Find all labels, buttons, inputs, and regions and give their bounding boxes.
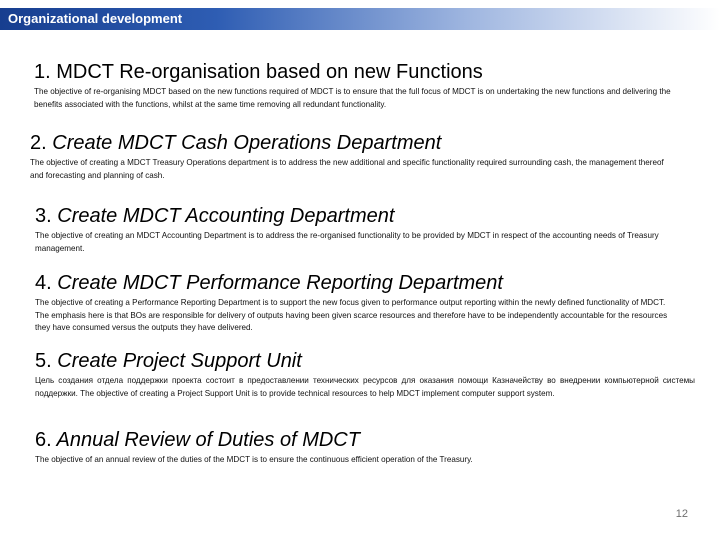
- section-1-number: 1.: [34, 61, 51, 83]
- section-4-title: Create MDCT Performance Reporting Department: [57, 272, 503, 294]
- section-1-heading: [34, 60, 696, 84]
- section-3-number: 3.: [35, 205, 52, 227]
- section-6-title: Annual Review of Duties of MDCT: [56, 429, 360, 451]
- section-2-heading: [30, 131, 670, 155]
- section-2-body: The objective of creating a MDCT Treasury Operations department is to address the new additional and specific functionality required surrounding cash, the management thereof and forecasting and planning of cash.: [30, 158, 664, 180]
- section-6-body: The objective of an annual review of the duties of the MDCT is to ensure the continuous efficient operation of the Treasury.: [35, 455, 473, 464]
- section-5-body: Цель создания отдела поддержки проекта состоит в предоставлении технических ресурсов для оказания помощи Казначейству во внедрении компьютерной системы поддержки. The objective of creating a Project Support Unit is to provide technical resources to help MDCT implement computer support system.: [35, 376, 695, 398]
- section-1-body: The objective of re-organising MDCT based on the new functions required of MDCT is to ensure that the full focus of MDCT is on undertaking the new functions and delivering the benefits associated with the functions, whilst at the same time removing all redundant functionality.: [34, 87, 671, 109]
- page-number: 12: [675, 508, 688, 520]
- section-4-heading: [35, 271, 671, 295]
- section-6: [35, 428, 695, 467]
- section-6-number: 6.: [35, 429, 52, 451]
- section-2: [30, 131, 670, 182]
- section-3: [35, 204, 695, 255]
- section-6-heading: [35, 428, 695, 452]
- section-3-heading: [35, 204, 695, 228]
- section-2-title: Create MDCT Cash Operations Department: [52, 132, 442, 154]
- section-5-title: Create Project Support Unit: [57, 350, 302, 372]
- section-4-number: 4.: [35, 272, 52, 294]
- section-5: [35, 349, 695, 400]
- section-3-title: Create MDCT Accounting Department: [57, 205, 395, 227]
- section-4-body: The objective of creating a Performance Reporting Department is to support the new focus given to performance output reporting within the newly defined functionality of MDCT. The emphasis here is that BOs are responsible for delivery of outputs having been given scarce resources and therefore have to be independently accountable for the resources they have consumed versus the outputs they have delivered.: [35, 298, 668, 332]
- section-1: [34, 60, 696, 111]
- section-5-number: 5.: [35, 350, 52, 372]
- section-1-title: MDCT Re-organisation based on new Functions: [56, 61, 483, 83]
- header-bar: [0, 8, 720, 30]
- header-title: Organizational development: [8, 11, 183, 26]
- section-5-heading: [35, 349, 695, 373]
- section-4: [35, 271, 671, 335]
- section-3-body: The objective of creating an MDCT Accounting Department is to address the re-organised functionality to be provided by MDCT in respect of the accounting needs of Treasury management.: [35, 231, 659, 253]
- section-2-number: 2.: [30, 132, 47, 154]
